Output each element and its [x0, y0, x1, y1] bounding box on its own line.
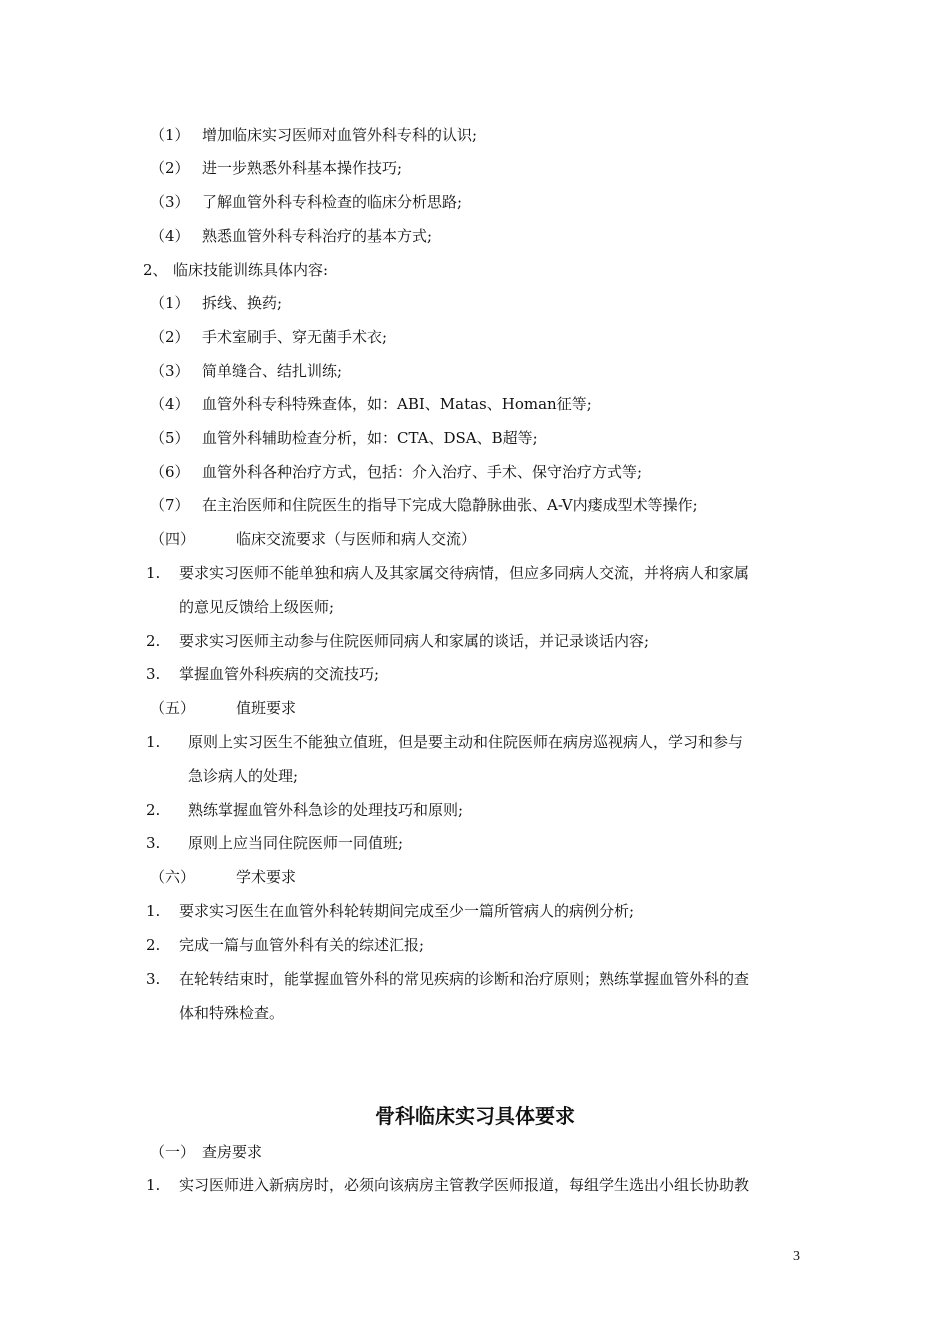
item-text: 在主治医师和住院医生的指导下完成大隐静脉曲张、A-V内瘘成型术等操作;: [202, 496, 698, 514]
section-main-title: 骨科临床实习具体要求: [375, 1104, 575, 1128]
item-number: （7）: [150, 496, 190, 514]
subsection-heading: [143, 260, 328, 280]
list-item: [146, 901, 634, 921]
item-text: 在轮转结束时，能掌握血管外科的常见疾病的诊断和治疗原则；熟练掌握血管外科的查: [179, 970, 750, 988]
list-item: [146, 800, 463, 820]
item-text: 手术室刷手、穿无菌手术衣;: [202, 328, 388, 346]
item-text: 血管外科专科特殊查体，如：ABI、Matas、Homan征等;: [202, 395, 592, 413]
item-number: （4）: [150, 395, 190, 413]
item-number: 2.: [146, 632, 161, 650]
section-heading: [150, 698, 296, 718]
item-text: 要求实习医师不能单独和病人及其家属交待病情，但应多同病人交流，并将病人和家属: [179, 564, 750, 582]
section-heading: [150, 867, 296, 887]
list-item-continuation: [179, 597, 334, 617]
list-item: [150, 495, 698, 515]
list-item: [150, 394, 592, 414]
list-item-continuation: [188, 766, 298, 786]
section-number: （一）: [150, 1143, 196, 1161]
list-item: [146, 1175, 749, 1195]
item-text: 简单缝合、结扎训练;: [202, 362, 343, 380]
list-item: [150, 158, 402, 178]
item-number: 1.: [146, 564, 161, 582]
list-item: [150, 192, 462, 212]
item-number: 2、: [143, 261, 168, 279]
item-number: 2.: [146, 801, 161, 819]
list-item: [146, 935, 424, 955]
item-number: （2）: [150, 159, 190, 177]
item-text: 临床技能训练具体内容:: [173, 261, 329, 279]
item-text: 拆线、换药;: [202, 294, 283, 312]
item-text: 体和特殊检查。: [179, 1004, 285, 1022]
item-text: 血管外科辅助检查分析，如：CTA、DSA、B超等;: [202, 429, 538, 447]
item-text: 进一步熟悉外科基本操作技巧;: [202, 159, 403, 177]
item-text: 增加临床实习医师对血管外科专科的认识;: [202, 126, 478, 144]
item-text: 熟练掌握血管外科急诊的处理技巧和原则;: [188, 801, 464, 819]
item-number: （4）: [150, 227, 190, 245]
item-text: 掌握血管外科疾病的交流技巧;: [179, 665, 380, 683]
item-number: （6）: [150, 463, 190, 481]
section-title: 查房要求: [202, 1143, 263, 1161]
item-number: 2.: [146, 936, 161, 954]
item-number: 3.: [146, 665, 161, 683]
item-text: 熟悉血管外科专科治疗的基本方式;: [202, 227, 433, 245]
item-number: （2）: [150, 328, 190, 346]
list-item: [146, 969, 749, 989]
list-item: [150, 226, 432, 246]
item-text: 急诊病人的处理;: [188, 767, 299, 785]
item-number: 3.: [146, 970, 161, 988]
section-heading: [150, 529, 476, 549]
list-item: [150, 327, 387, 347]
item-number: （1）: [150, 126, 190, 144]
section-number: （五）: [150, 699, 196, 717]
item-text: 原则上应当同住院医师一同值班;: [188, 834, 404, 852]
item-number: 3.: [146, 834, 161, 852]
list-item: [150, 428, 538, 448]
list-item: [150, 293, 282, 313]
item-text: 原则上实习医生不能独立值班，但是要主动和住院医师在病房巡视病人，学习和参与: [188, 733, 744, 751]
item-text: 完成一篇与血管外科有关的综述汇报;: [179, 936, 425, 954]
list-item-continuation: [179, 1003, 284, 1023]
list-item: [150, 462, 642, 482]
item-text: 血管外科各种治疗方式，包括：介入治疗、手术、保守治疗方式等;: [202, 463, 643, 481]
page-number: 3: [793, 1249, 800, 1264]
list-item: [146, 664, 379, 684]
section-title: 值班要求: [236, 699, 297, 717]
item-number: 1.: [146, 1176, 161, 1194]
item-text: 实习医师进入新病房时，必须向该病房主管教学医师报道，每组学生选出小组长协助教: [179, 1176, 750, 1194]
item-text: 了解血管外科专科检查的临床分析思路;: [202, 193, 463, 211]
list-item: [150, 361, 342, 381]
section-heading: [150, 1142, 262, 1162]
section-title: 临床交流要求（与医师和病人交流）: [236, 530, 477, 548]
list-item: [146, 563, 749, 583]
list-item: [146, 833, 403, 853]
list-item: [146, 631, 649, 651]
item-text: 要求实习医师主动参与住院医师同病人和家属的谈话，并记录谈话内容;: [179, 632, 650, 650]
list-item: [146, 732, 743, 752]
item-number: 1.: [146, 733, 161, 751]
section-title: 学术要求: [236, 868, 297, 886]
section-number: （六）: [150, 868, 196, 886]
item-number: 1.: [146, 902, 161, 920]
item-number: （3）: [150, 193, 190, 211]
item-number: （5）: [150, 429, 190, 447]
section-number: （四）: [150, 530, 196, 548]
item-number: （1）: [150, 294, 190, 312]
item-number: （3）: [150, 362, 190, 380]
list-item: [150, 125, 477, 145]
item-text: 的意见反馈给上级医师;: [179, 598, 335, 616]
item-text: 要求实习医生在血管外科轮转期间完成至少一篇所管病人的病例分析;: [179, 902, 635, 920]
